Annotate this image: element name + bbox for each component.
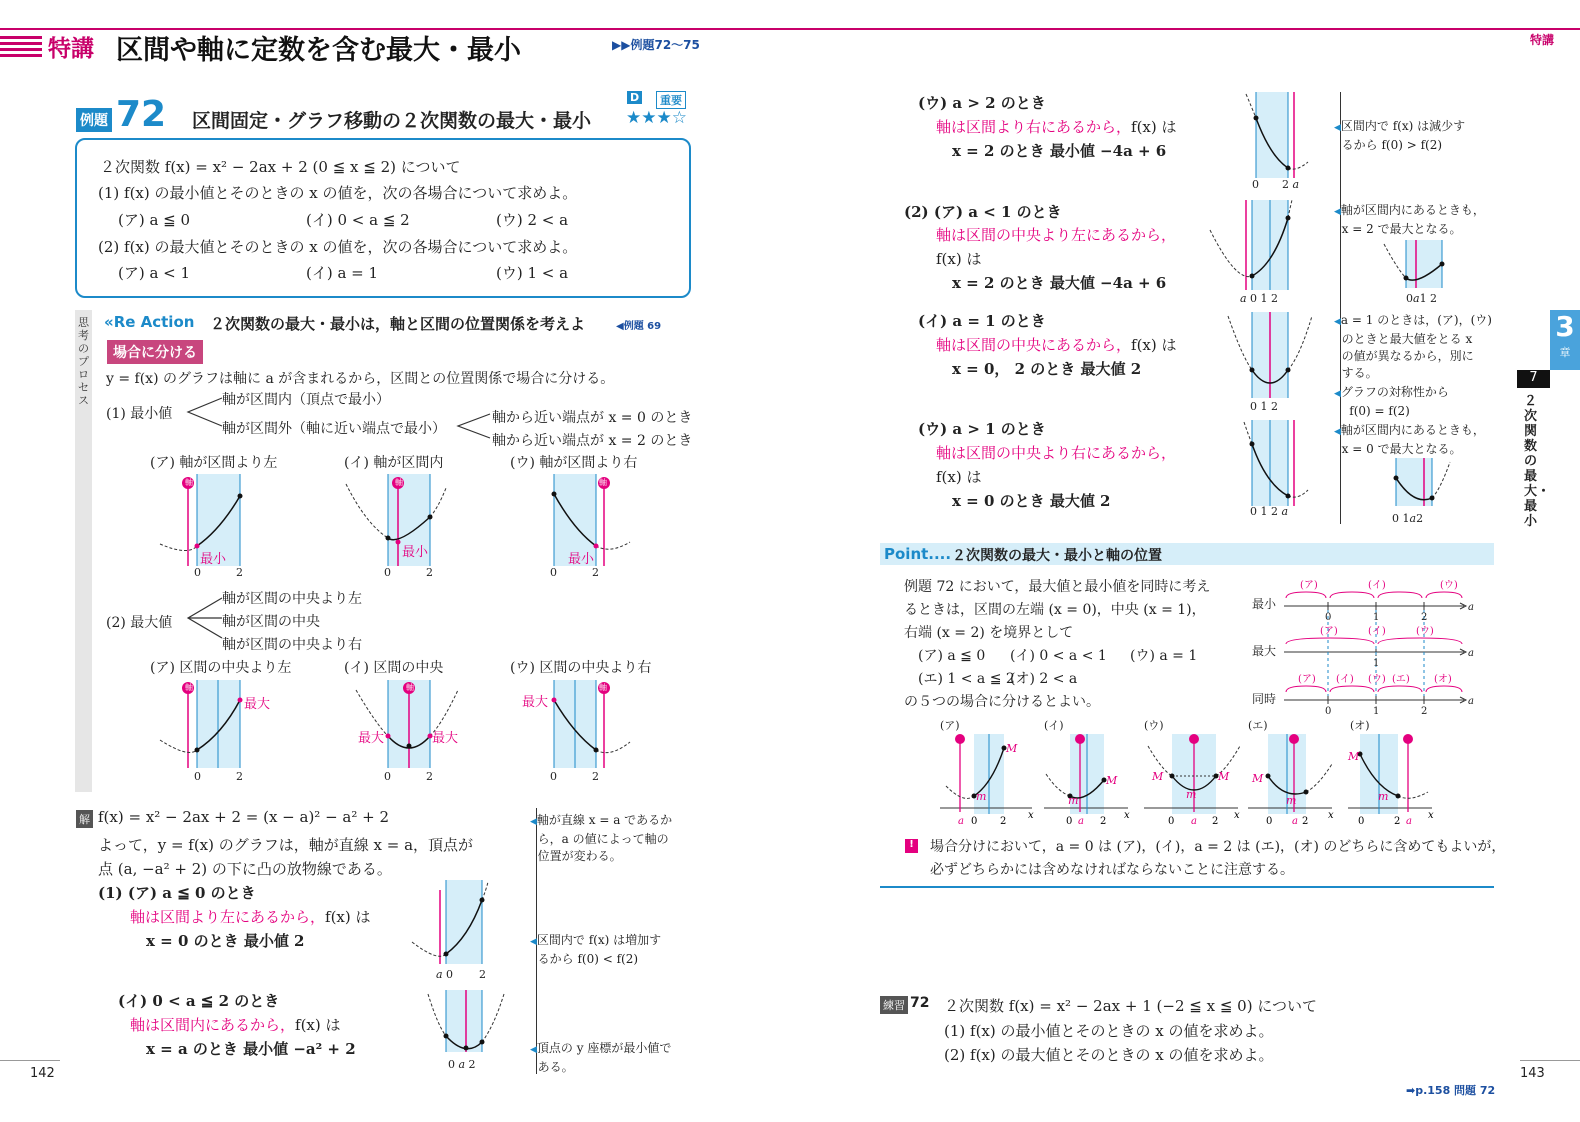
svg-text:0: 0 bbox=[1325, 612, 1332, 623]
header-example-ref: ▶▶例題72〜75 bbox=[612, 38, 700, 52]
side-note-1: ◀軸が直線 x = a であるか ら，a の値によって軸の 位置が変わる。 bbox=[530, 813, 673, 863]
example-title: 区間固定・グラフ移動の２次関数の最大・最小 bbox=[192, 110, 592, 132]
svg-text:x: x bbox=[1124, 810, 1130, 821]
svg-text:(ア): (ア) bbox=[1298, 674, 1316, 685]
page-title: 区間や軸に定数を含む最大・最小 bbox=[116, 35, 521, 66]
point-line: るときは，区間の左端 (x = 0)，中央 (x = 1)， bbox=[904, 602, 1206, 618]
footer-ref[interactable]: ➡p.158 問題 72 bbox=[1406, 1084, 1496, 1097]
tick: 2 bbox=[592, 770, 599, 783]
case-head: (イ) a = 1 のとき bbox=[918, 312, 1046, 330]
tick: 0 bbox=[550, 770, 557, 783]
point-graph-label: (イ) bbox=[1044, 719, 1064, 732]
side-note-3: ◀頂点の y 座標が最小値で ある。 bbox=[530, 1041, 672, 1074]
graph-sol-1a bbox=[412, 880, 502, 976]
svg-text:2: 2 bbox=[1421, 706, 1428, 717]
vertical-title: ２次関数の最大・最小 bbox=[1524, 394, 1551, 529]
point-bottom-rule bbox=[880, 886, 1494, 888]
svg-text:a: a bbox=[1468, 696, 1474, 707]
svg-text:m: m bbox=[1186, 788, 1197, 801]
problem-q2-case: (ア) a < 1 bbox=[118, 264, 191, 282]
svg-text:x: x bbox=[1428, 810, 1434, 821]
side-note-5: ◀軸が区間内にあるときも， x = 2 で最大となる。 bbox=[1334, 203, 1485, 236]
svg-text:0: 0 bbox=[1066, 816, 1073, 827]
reaction-ref: ◀例題 69 bbox=[616, 321, 662, 332]
min-word: 最小 bbox=[200, 552, 227, 567]
right-tab: 特講 bbox=[1530, 33, 1555, 47]
section-tab: 7 bbox=[1517, 370, 1550, 388]
graph-note-8 bbox=[1384, 458, 1454, 512]
svg-text:x: x bbox=[1234, 810, 1240, 821]
svg-text:2: 2 bbox=[1302, 816, 1309, 827]
tick-label: 0 1 2 a bbox=[1250, 505, 1289, 518]
solution-line: f(x) = x² − 2ax + 2 = (x − a)² − a² + 2 bbox=[98, 808, 390, 826]
point-line: の５つの場合に分けるとよい。 bbox=[904, 694, 1100, 710]
min-graph-label: (ア) 軸が区間より左 bbox=[150, 455, 278, 471]
point-label: Point.... bbox=[884, 545, 952, 563]
point-graph-label: (ウ) bbox=[1144, 719, 1164, 732]
svg-text:(ウ): (ウ) bbox=[1440, 580, 1458, 591]
svg-text:a: a bbox=[1468, 602, 1474, 613]
svg-text:(ア): (ア) bbox=[1300, 580, 1318, 591]
solution-tag: 解 bbox=[76, 810, 93, 828]
tick: 2 bbox=[592, 566, 599, 579]
case-head: (1) (ア) a ≦ 0 のとき bbox=[98, 884, 256, 902]
note-divider bbox=[1340, 92, 1341, 524]
footer-rule bbox=[1520, 1060, 1580, 1061]
axis-mark: 軸 bbox=[185, 683, 193, 692]
max-branch: 軸が区間の中央 bbox=[222, 614, 320, 630]
svg-text:(ウ): (ウ) bbox=[1368, 674, 1386, 685]
right-page-number: 143 bbox=[1520, 1066, 1545, 1081]
case-result: x = 0 のとき 最小値 2 bbox=[146, 932, 305, 950]
svg-text:(ウ): (ウ) bbox=[1416, 626, 1434, 637]
max-branch: 軸が区間の中央より右 bbox=[222, 637, 362, 653]
problem-q2-case: (ウ) 1 < a bbox=[496, 264, 569, 282]
case-result: x = 0， 2 のとき 最大値 2 bbox=[952, 360, 1142, 378]
svg-text:m: m bbox=[1286, 794, 1297, 807]
svg-text:1: 1 bbox=[1373, 612, 1380, 623]
case-head: (2) (ア) a < 1 のとき bbox=[904, 203, 1062, 221]
tick: 2 bbox=[426, 566, 433, 579]
min-branch: 軸が区間内（頂点で最小） bbox=[222, 392, 390, 408]
svg-text:a: a bbox=[1292, 816, 1298, 827]
svg-text:m: m bbox=[1378, 790, 1389, 803]
svg-text:(ア): (ア) bbox=[1320, 626, 1338, 637]
graph-note-5 bbox=[1384, 240, 1454, 294]
side-note-2: ◀区間内で f(x) は増加す るから f(0) < f(2) bbox=[530, 933, 662, 966]
point-case: (オ) 2 < a bbox=[1010, 671, 1078, 687]
tick: 2 bbox=[479, 968, 486, 981]
problem-q1-case: (イ) 0 < a ≦ 2 bbox=[306, 211, 410, 229]
svg-text:0: 0 bbox=[1358, 816, 1365, 827]
tick-label: a 0 1 2 bbox=[1240, 292, 1279, 305]
tick: 0 bbox=[384, 770, 391, 783]
svg-text:(イ): (イ) bbox=[1336, 674, 1354, 685]
max-word: 最大 bbox=[244, 697, 271, 712]
svg-text:0: 0 bbox=[1266, 816, 1273, 827]
svg-text:2: 2 bbox=[1000, 816, 1007, 827]
problem-q2: (2) f(x) の最大値とそのときの x の値を，次の各場合について求めよ。 bbox=[98, 238, 578, 256]
case-body: f(x) は bbox=[936, 250, 982, 268]
tick-label: 0 1a2 bbox=[1392, 512, 1424, 525]
case-result: x = 2 のとき 最大値 −4a + 6 bbox=[952, 274, 1167, 292]
chapter-tab: 3 章 bbox=[1550, 310, 1580, 370]
svg-text:2: 2 bbox=[1212, 816, 1219, 827]
tick: 0 bbox=[550, 566, 557, 579]
svg-text:m: m bbox=[976, 790, 987, 803]
svg-text:0: 0 bbox=[971, 816, 978, 827]
reaction-label: «Re Action bbox=[104, 313, 195, 331]
practice-q2: (2) f(x) の最大値とそのときの x の値を求めよ。 bbox=[944, 1046, 1274, 1064]
max-graph-label: (ウ) 区間の中央より右 bbox=[510, 660, 652, 676]
svg-text:M: M bbox=[1252, 772, 1264, 785]
min-sub: 軸から近い端点が x = 2 のとき bbox=[492, 433, 693, 449]
example-tag: 例題 bbox=[76, 108, 112, 132]
max-graph-label: (イ) 区間の中央 bbox=[344, 660, 444, 676]
svg-text:M: M bbox=[1348, 750, 1360, 763]
axis-mark: 軸 bbox=[406, 683, 414, 692]
left-page-number: 142 bbox=[30, 1066, 55, 1081]
svg-text:a: a bbox=[1468, 648, 1474, 659]
min-sub: 軸から近い端点が x = 0 のとき bbox=[492, 410, 693, 426]
tick: 2 bbox=[236, 770, 243, 783]
header-tokko: 特講 bbox=[48, 36, 94, 62]
header-stripe bbox=[0, 54, 42, 57]
tick-label: a 0 bbox=[436, 968, 454, 981]
problem-intro: ２次関数 f(x) = x² − 2ax + 2 (0 ≦ x ≦ 2) について bbox=[100, 158, 461, 176]
footer-rule bbox=[0, 1060, 60, 1061]
point-case: (エ) 1 < a ≦ 2 bbox=[918, 671, 1015, 687]
axis-mark: 軸 bbox=[185, 478, 193, 487]
min-label: (1) 最小値 bbox=[106, 406, 173, 422]
case-body: 軸は区間より右にあるから，f(x) は bbox=[936, 118, 1177, 136]
svg-text:x: x bbox=[1328, 810, 1334, 821]
difficulty-badge: D bbox=[627, 91, 642, 104]
min-branch: 軸が区間外（軸に近い端点で最小） bbox=[222, 421, 446, 437]
point-graph-c bbox=[1144, 730, 1244, 826]
svg-text:M: M bbox=[1152, 770, 1164, 783]
point-title: ２次関数の最大・最小と軸の位置 bbox=[952, 548, 1162, 564]
max-word: 最大 bbox=[358, 731, 385, 746]
svg-text:M: M bbox=[1106, 774, 1118, 787]
graph-sol-2c bbox=[1240, 420, 1310, 506]
problem-q1-case: (ウ) 2 < a bbox=[496, 211, 569, 229]
graph-max-right bbox=[540, 680, 640, 780]
max-branch: 軸が区間の中央より左 bbox=[222, 591, 362, 607]
case-head: (ウ) a > 2 のとき bbox=[918, 94, 1046, 112]
graph-min-left bbox=[160, 474, 260, 584]
svg-text:0: 0 bbox=[1325, 706, 1332, 717]
svg-text:a: a bbox=[1078, 816, 1084, 827]
svg-text:(イ): (イ) bbox=[1368, 580, 1386, 591]
svg-text:a: a bbox=[1191, 816, 1197, 827]
thought-line1: y = f(x) のグラフは軸に a が含まれるから，区間との位置関係で場合に分ける。 bbox=[106, 371, 615, 387]
point-graph-a bbox=[940, 730, 1040, 826]
svg-text:(オ): (オ) bbox=[1434, 674, 1452, 685]
point-case: (ア) a ≦ 0 bbox=[918, 648, 986, 664]
case-body: 軸は区間の中央より左にあるから， bbox=[936, 226, 1177, 244]
point-line: 右端 (x = 2) を境界として bbox=[904, 625, 1074, 641]
problem-q1-case: (ア) a ≦ 0 bbox=[118, 211, 191, 229]
header-stripe bbox=[0, 42, 42, 45]
tick: 0 bbox=[1252, 178, 1259, 191]
tick: 2 bbox=[236, 566, 243, 579]
problem-q1: (1) f(x) の最小値とそのときの x の値を，次の各場合について求めよ。 bbox=[98, 184, 578, 202]
point-case: (ウ) a = 1 bbox=[1130, 648, 1198, 664]
min-graph-label: (ウ) 軸が区間より右 bbox=[510, 455, 638, 471]
svg-text:2: 2 bbox=[1421, 612, 1428, 623]
warning-icon: ! bbox=[905, 839, 918, 853]
case-body: f(x) は bbox=[936, 468, 982, 486]
graph-sol-1c bbox=[1240, 92, 1310, 178]
side-note-8: ◀軸が区間内にあるときも， x = 0 で最大となる。 bbox=[1334, 423, 1485, 456]
tick: 0 bbox=[194, 566, 201, 579]
branch-arrow bbox=[184, 394, 224, 434]
practice-tag: 練習 bbox=[880, 996, 908, 1014]
svg-text:(エ): (エ) bbox=[1392, 674, 1410, 685]
case-result: x = 2 のとき 最小値 −4a + 6 bbox=[952, 142, 1167, 160]
point-line: 例題 72 において，最大値と最小値を同時に考え bbox=[904, 579, 1211, 595]
point-graph-d bbox=[1248, 730, 1348, 826]
svg-text:a: a bbox=[958, 816, 964, 827]
practice-q1: (1) f(x) の最小値とそのときの x の値を求めよ。 bbox=[944, 1022, 1274, 1040]
tick-label: 0 1 2 bbox=[1250, 400, 1278, 413]
axis-mark: 軸 bbox=[599, 683, 607, 692]
svg-text:2: 2 bbox=[1394, 816, 1401, 827]
point-graph-label: (ア) bbox=[940, 719, 960, 732]
tick-label: 2 a bbox=[1282, 178, 1300, 191]
side-note-7: ◀グラフの対称性から f(0) = f(2) bbox=[1334, 385, 1449, 418]
tick-label: 0a1 2 bbox=[1406, 292, 1438, 305]
min-word: 最小 bbox=[402, 545, 429, 560]
graph-sol-2b bbox=[1224, 312, 1314, 398]
header-stripe bbox=[0, 48, 42, 51]
tick: 0 bbox=[384, 566, 391, 579]
practice-line: ２次関数 f(x) = x² − 2ax + 1 (−2 ≦ x ≦ 0) について bbox=[944, 997, 1318, 1015]
axis-mark: 軸 bbox=[599, 478, 607, 487]
svg-text:2: 2 bbox=[1100, 816, 1107, 827]
problem-q2-case: (イ) a = 1 bbox=[306, 264, 379, 282]
side-note-4: ◀区間内で f(x) は減少す るから f(0) > f(2) bbox=[1334, 119, 1466, 152]
graph-sol-2a bbox=[1210, 200, 1310, 290]
case-body: 軸は区間の中央にあるから，f(x) は bbox=[936, 336, 1177, 354]
svg-text:1: 1 bbox=[1373, 706, 1380, 717]
case-body: 軸は区間内にあるから，f(x) は bbox=[130, 1016, 341, 1034]
practice-number: 72 bbox=[910, 995, 930, 1011]
case-result: x = a のとき 最小値 −a² + 2 bbox=[146, 1040, 356, 1058]
example-number: 72 bbox=[116, 94, 167, 135]
svg-text:(イ): (イ) bbox=[1368, 626, 1386, 637]
header-stripe bbox=[0, 36, 42, 39]
graph-sol-1b bbox=[428, 990, 508, 1060]
row-label: 最小 bbox=[1252, 597, 1277, 611]
svg-text:0: 0 bbox=[1168, 816, 1175, 827]
point-graph-label: (オ) bbox=[1350, 719, 1370, 732]
point-case: (イ) 0 < a < 1 bbox=[1010, 648, 1107, 664]
max-word: 最大 bbox=[522, 695, 549, 710]
min-graph-label: (イ) 軸が区間内 bbox=[344, 455, 444, 471]
svg-text:1: 1 bbox=[1373, 658, 1380, 669]
case-tag: 場合に分ける bbox=[107, 340, 203, 364]
branch-arrow bbox=[454, 410, 494, 444]
number-lines bbox=[1284, 578, 1480, 718]
svg-text:M: M bbox=[1006, 742, 1018, 755]
case-result: x = 0 のとき 最大値 2 bbox=[952, 492, 1111, 510]
max-word: 最大 bbox=[432, 731, 459, 746]
point-graph-label: (エ) bbox=[1248, 719, 1268, 732]
point-note: 場合分けにおいて，a = 0 は (ア)，(イ)，a = 2 は (エ)，(オ) のどちらに含めてもよいが， bbox=[930, 839, 1506, 855]
axis-mark: 軸 bbox=[395, 478, 403, 487]
case-head: (イ) 0 < a ≦ 2 のとき bbox=[118, 992, 280, 1010]
svg-text:M: M bbox=[1218, 770, 1230, 783]
important-badge: 重要 bbox=[656, 91, 686, 109]
row-label: 最大 bbox=[1252, 644, 1277, 658]
svg-text:a: a bbox=[1406, 816, 1412, 827]
point-note: 必ずどちらかには含めなければならないことに注意する。 bbox=[930, 862, 1294, 878]
case-body: 軸は区間の中央より右にあるから， bbox=[936, 444, 1177, 462]
tick: 0 bbox=[194, 770, 201, 783]
point-graph-e bbox=[1348, 730, 1448, 826]
difficulty-stars: ★★★☆ bbox=[626, 108, 687, 128]
max-graph-label: (ア) 区間の中央より左 bbox=[150, 660, 292, 676]
point-graph-b bbox=[1044, 730, 1144, 826]
side-note-6: ◀a = 1 のときは，(ア)，(ウ) のときと最大値をとる x の値が異なるから，別に する。 bbox=[1334, 313, 1492, 380]
solution-line: よって，y = f(x) のグラフは，軸が直線 x = a，頂点が bbox=[98, 836, 474, 854]
thought-label: 思考のプロセス bbox=[78, 316, 89, 407]
case-body: 軸は区間より左にあるから，f(x) は bbox=[130, 908, 371, 926]
tick-label: 0 a 2 bbox=[448, 1058, 476, 1071]
case-head: (ウ) a > 1 のとき bbox=[918, 420, 1046, 438]
branch-arrow bbox=[184, 594, 224, 646]
max-label: (2) 最大値 bbox=[106, 615, 173, 631]
row-label: 同時 bbox=[1252, 692, 1277, 706]
svg-text:m: m bbox=[1068, 794, 1079, 807]
reaction-text: ２次関数の最大・最小は，軸と区間の位置関係を考えよ bbox=[210, 315, 586, 333]
solution-line: 点 (a, −a² + 2) の下に凸の放物線である。 bbox=[98, 860, 392, 878]
tick: 2 bbox=[426, 770, 433, 783]
svg-text:x: x bbox=[1028, 810, 1034, 821]
min-word: 最小 bbox=[568, 552, 595, 567]
